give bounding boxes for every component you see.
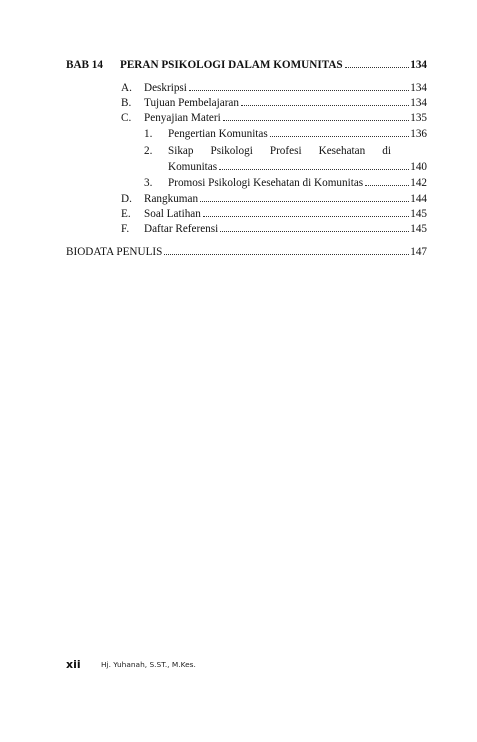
page-number: 134: [410, 82, 427, 94]
page-number: 140: [410, 161, 427, 173]
entry-title: Deskripsi: [144, 82, 187, 94]
title-word: Kesehatan: [318, 145, 366, 157]
toc-entry-sikap-line1[interactable]: [168, 144, 391, 158]
page-number: 142: [410, 177, 427, 189]
title-word: di: [382, 145, 391, 157]
section-letter: A.: [121, 82, 132, 94]
section-letter: C.: [121, 112, 132, 124]
toc-chapter-entry[interactable]: [66, 58, 427, 72]
page-number: 134: [410, 97, 427, 109]
toc-entry-pengertian[interactable]: [168, 127, 427, 141]
chapter-label: BAB 14: [66, 59, 103, 71]
entry-title-line2: Komunitas: [168, 161, 218, 173]
dot-leader: [270, 136, 409, 137]
chapter-title: PERAN PSIKOLOGI DALAM KOMUNITAS: [120, 59, 343, 71]
dot-leader: [220, 231, 409, 232]
section-letter: B.: [121, 97, 132, 109]
toc-entry-biodata[interactable]: [66, 245, 427, 259]
page-number: 134: [410, 59, 427, 71]
dot-leader: [189, 90, 409, 91]
section-letter: E.: [121, 208, 131, 220]
title-word: Sikap: [168, 145, 194, 157]
page-number: 147: [410, 246, 427, 258]
toc-entry-tujuan[interactable]: [144, 96, 427, 110]
entry-title: Pengertian Komunitas: [168, 128, 268, 140]
page-number: 135: [410, 112, 427, 124]
page-number: 136: [410, 128, 427, 140]
section-letter: F.: [121, 223, 130, 235]
dot-leader: [203, 216, 409, 217]
dot-leader: [164, 254, 409, 255]
entry-title: Daftar Referensi: [144, 223, 219, 235]
dot-leader: [200, 201, 409, 202]
toc-entry-daftar-referensi[interactable]: [144, 222, 427, 236]
dot-leader: [241, 105, 409, 106]
entry-title: Soal Latihan: [144, 208, 201, 220]
entry-title: Promosi Psikologi Kesehatan di Komunitas: [168, 177, 364, 189]
toc-entry-deskripsi[interactable]: [144, 81, 427, 95]
footer-author: Hj. Yuhanah, S.ST., M.Kes.: [101, 660, 196, 669]
subsection-number: 1.: [144, 128, 153, 140]
entry-title: BIODATA PENULIS: [66, 246, 163, 258]
toc-entry-promosi[interactable]: [168, 176, 427, 190]
dot-leader: [223, 120, 409, 121]
toc-entry-rangkuman[interactable]: [144, 192, 427, 206]
page-number: 145: [410, 223, 427, 235]
entry-title: Rangkuman: [144, 193, 199, 205]
footer-page-number: xii: [66, 658, 81, 671]
toc-entry-penyajian[interactable]: [144, 111, 427, 125]
page-number: 144: [410, 193, 427, 205]
title-word: Profesi: [269, 145, 302, 157]
dot-leader: [219, 169, 409, 170]
subsection-number: 3.: [144, 177, 153, 189]
dot-leader: [345, 67, 410, 68]
entry-title-line1: [168, 144, 391, 158]
page-number: 145: [410, 208, 427, 220]
toc-entry-sikap-line2[interactable]: [168, 160, 427, 174]
entry-title: Tujuan Pembelajaran: [144, 97, 239, 109]
toc-entry-soal[interactable]: [144, 207, 427, 221]
subsection-number: 2.: [144, 145, 153, 157]
title-word: Psikologi: [210, 145, 253, 157]
section-letter: D.: [121, 193, 132, 205]
entry-title: Penyajian Materi: [144, 112, 221, 124]
dot-leader: [365, 185, 409, 186]
